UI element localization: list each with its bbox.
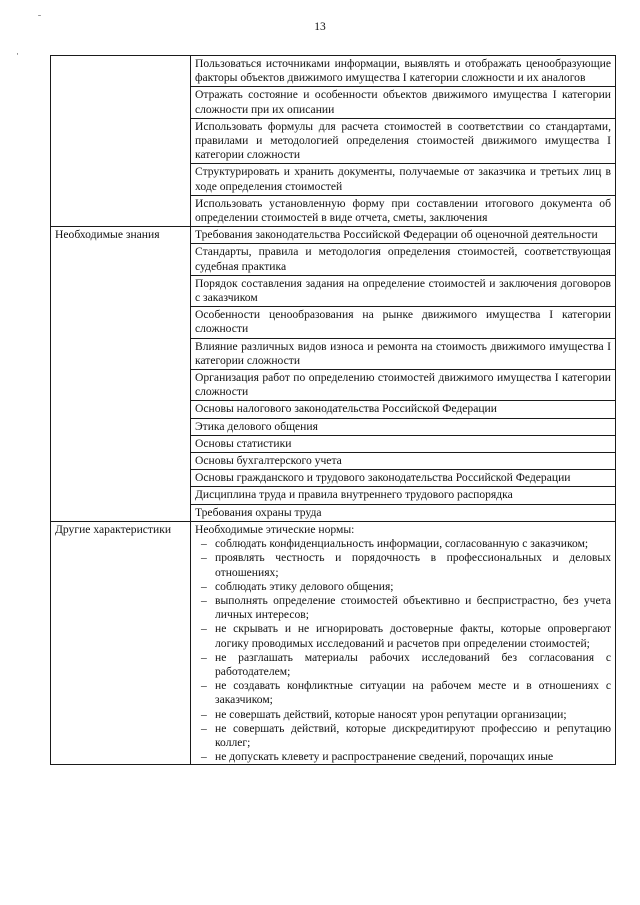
knowledge-item: Особенности ценообразования на рынке движимого имущества I категории сложности: [191, 307, 616, 338]
knowledge-label: Необходимые знания: [51, 227, 191, 244]
requirements-table: [50, 55, 616, 765]
knowledge-item: Дисциплина труда и правила внутреннего трудового распорядка: [191, 487, 616, 504]
knowledge-item: Стандарты, правила и методология определения стоимостей, соответствующая судебная практика: [191, 244, 616, 275]
skill-item: Использовать установленную форму при составлении итогового документа об определении стоимостей в виде отчета, сметы, заключения: [191, 195, 616, 226]
skill-item: Отражать состояние и особенности объектов движимого имущества I категории сложности при их описании: [191, 87, 616, 118]
knowledge-item: Этика делового общения: [191, 418, 616, 435]
table-row: [51, 307, 616, 338]
table-row: [51, 521, 616, 764]
table-row: [51, 275, 616, 306]
knowledge-item: Требования охраны труда: [191, 504, 616, 521]
knowledge-item: Основы гражданского и трудового законодательства Российской Федерации: [191, 470, 616, 487]
table-row: [51, 118, 616, 164]
knowledge-item: Влияние различных видов износа и ремонта на стоимость движимого имущества I категории сложности: [191, 338, 616, 369]
knowledge-item: Организация работ по определению стоимостей движимого имущества I категории сложности: [191, 370, 616, 401]
table-row: [51, 56, 616, 87]
list-item: – выполнять определение стоимостей объективно и беспристрастно, без учета личных интересов;: [195, 594, 611, 622]
list-item: – соблюдать конфиденциальность информации, согласованную с заказчиком;: [195, 537, 611, 551]
table-row: [51, 195, 616, 226]
ethics-list: [195, 537, 611, 764]
skills-label-cell: [51, 56, 191, 87]
list-item: – не создавать конфликтные ситуации на рабочем месте и в отношениях с заказчиком;: [195, 679, 611, 707]
table-row: [51, 453, 616, 470]
list-item: – не допускать клевету и распространение сведений, порочащих иные: [195, 750, 611, 764]
table-row: [51, 401, 616, 418]
list-item: – не совершать действий, которые наносят урон репутации организации;: [195, 708, 611, 722]
table-row: [51, 418, 616, 435]
table-row: [51, 470, 616, 487]
knowledge-item: Основы налогового законодательства Российской Федерации: [191, 401, 616, 418]
table-row: [51, 164, 616, 195]
list-item: – не разглашать материалы рабочих исследований без согласования с работодателем;: [195, 651, 611, 679]
skill-item: Пользоваться источниками информации, выявлять и отображать ценообразующие факторы объектов движимого имущества I категории сложности и их аналогов: [191, 56, 616, 87]
table-row: [51, 338, 616, 369]
margin-mark: ˉ: [38, 13, 41, 23]
skill-item: Структурировать и хранить документы, получаемые от заказчика и третьих лиц в ходе определения стоимостей: [191, 164, 616, 195]
table-row: [51, 227, 616, 244]
list-item: – соблюдать этику делового общения;: [195, 580, 611, 594]
ethics-cell: [191, 521, 616, 764]
margin-mark: ·: [16, 49, 19, 59]
table-row: [51, 487, 616, 504]
ethics-intro: Необходимые этические нормы:: [195, 522, 355, 536]
knowledge-item: Основы бухгалтерского учета: [191, 453, 616, 470]
table-row: [51, 87, 616, 118]
list-item: – не совершать действий, которые дискредитируют профессию и репутацию коллег;: [195, 722, 611, 750]
knowledge-item: Основы статистики: [191, 435, 616, 452]
table-row: [51, 504, 616, 521]
table-row: [51, 370, 616, 401]
table-row: [51, 244, 616, 275]
list-item: – не скрывать и не игнорировать достоверные факты, которые опровергают логику проводимых исследований и расчетов при определении стоимостей;: [195, 622, 611, 650]
other-characteristics-label: Другие характеристики: [51, 521, 191, 764]
knowledge-item: Порядок составления задания на определение стоимостей и заключения договоров с заказчиком: [191, 275, 616, 306]
page-number: 13: [314, 21, 326, 33]
list-item: – проявлять честность и порядочность в профессиональных и деловых отношениях;: [195, 551, 611, 579]
skill-item: Использовать формулы для расчета стоимостей в соответствии со стандартами, правилами и методологией определения стоимостей движимого имущества I категории сложности: [191, 118, 616, 164]
table-row: [51, 435, 616, 452]
knowledge-item: Требования законодательства Российской Федерации об оценочной деятельности: [191, 227, 616, 244]
